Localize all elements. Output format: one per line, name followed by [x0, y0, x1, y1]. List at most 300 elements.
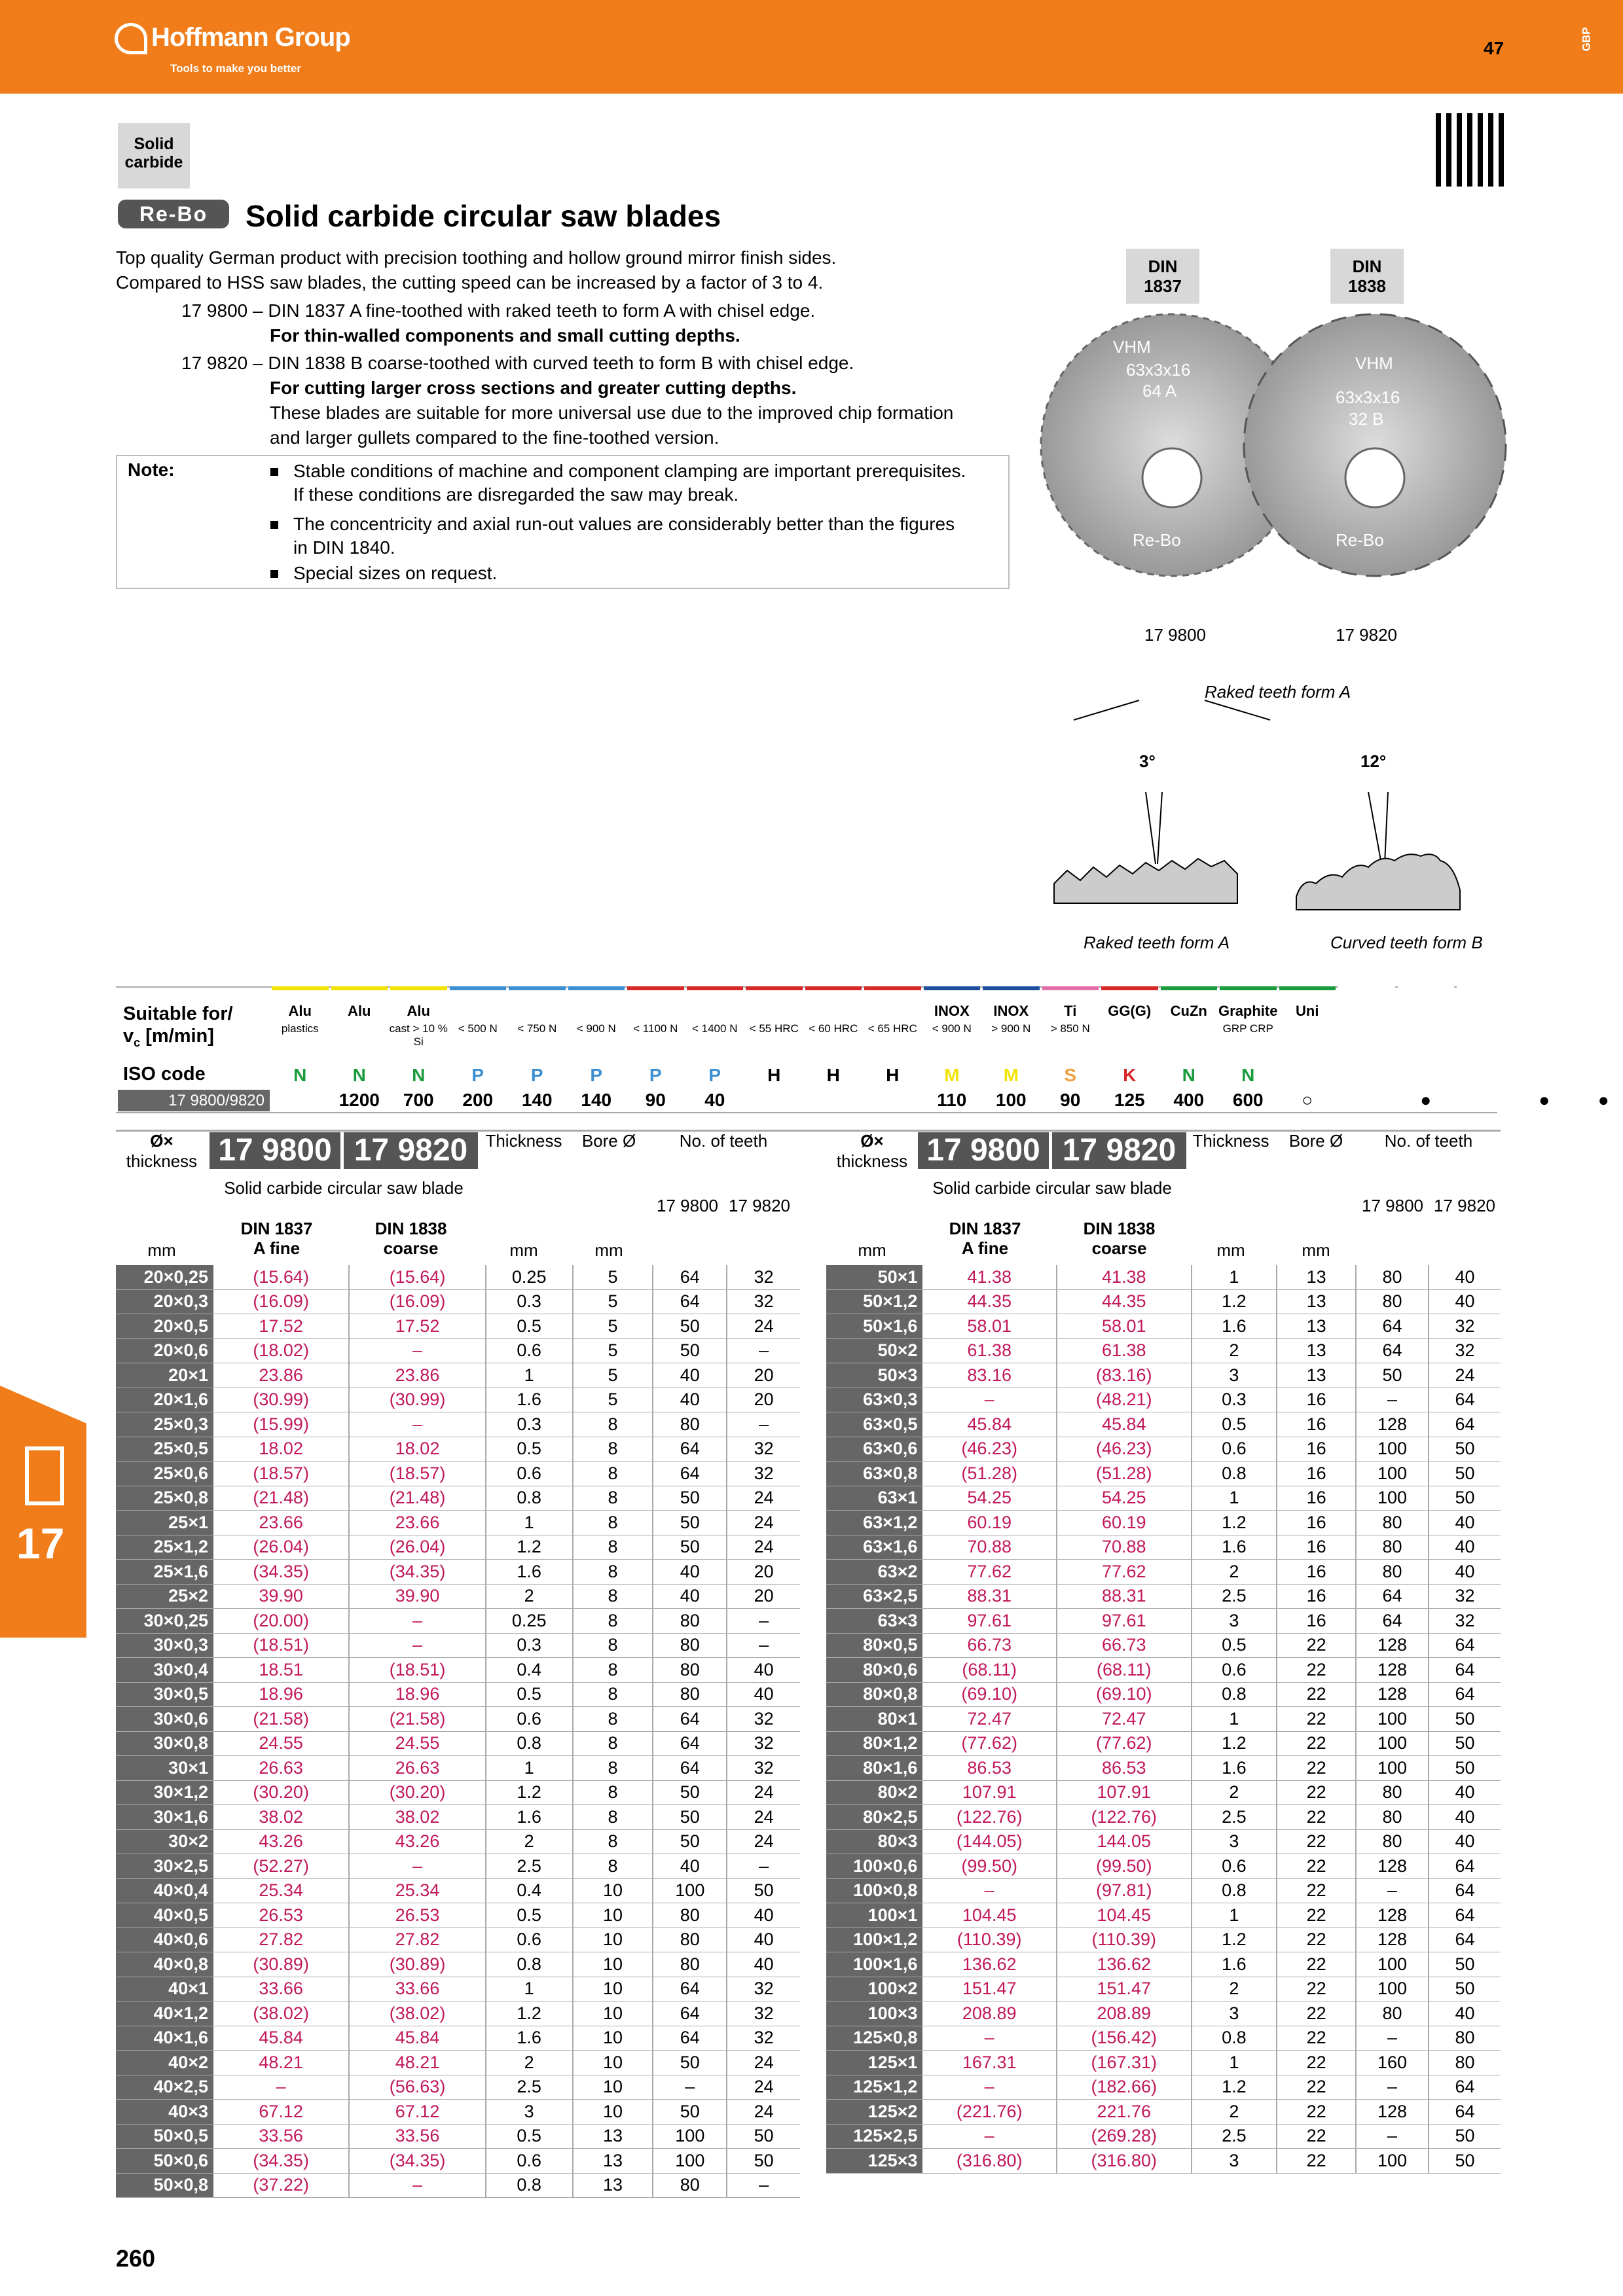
left-cell: 10: [573, 2026, 653, 2051]
right-cell: 50: [1429, 1462, 1501, 1486]
table-row: [826, 1511, 1501, 1535]
right-cell: 22: [1277, 1854, 1356, 1879]
left-cell: 0.8: [486, 1486, 573, 1511]
table-row: [826, 1388, 1501, 1412]
left-cell: 40×2: [116, 2051, 213, 2075]
left-cell: 0.25: [486, 1265, 573, 1289]
angle-3: 3°: [1139, 751, 1156, 771]
material-header: Alu: [407, 1003, 430, 1019]
right-cell: 40: [1429, 1511, 1501, 1535]
material-color-bar: [390, 986, 447, 990]
right-cell: 136.62: [1057, 1952, 1192, 1977]
right-cell: 0.6: [1192, 1854, 1277, 1879]
blade1-caption: 17 9800: [1144, 625, 1206, 645]
material-header: INOX: [934, 1003, 970, 1019]
brand-logo[interactable]: Hoffmann Group: [115, 23, 350, 54]
left-cell: (34.35): [349, 2149, 485, 2174]
right-cell: 107.91: [922, 1780, 1057, 1805]
left-cell: 80: [653, 1412, 727, 1437]
right-cell: 107.91: [1057, 1780, 1192, 1805]
left-cell: 17.52: [213, 1314, 349, 1339]
right-cell: 63×2,5: [826, 1584, 922, 1609]
left-cell: 24: [727, 1486, 800, 1511]
raked-teeth-top-label: Raked teeth form A: [1205, 682, 1351, 702]
left-cell: 50×0,6: [116, 2149, 213, 2174]
material-subheader: > 850 N: [1050, 1022, 1090, 1035]
left-cell: 1.2: [486, 2001, 573, 2026]
right-cell: 2: [1192, 1560, 1277, 1585]
left-cell: (21.58): [349, 1707, 485, 1732]
left-cell: 0.6: [486, 1928, 573, 1952]
cutting-speed: ●: [1597, 1090, 1609, 1110]
left-cell: 64: [653, 1289, 727, 1314]
cutting-speed: 600: [1232, 1090, 1264, 1110]
material-color-bar: [627, 986, 684, 990]
table-row: [826, 1854, 1501, 1879]
left-cell: 10: [573, 1903, 653, 1928]
right-cell: (69.10): [1057, 1682, 1192, 1707]
right-cell: 70.88: [922, 1535, 1057, 1560]
table-row: [116, 2051, 800, 2075]
right-cell: 50: [1429, 2149, 1501, 2174]
right-cell: 125×0,8: [826, 2026, 922, 2051]
right-cell: –: [1356, 2124, 1429, 2149]
right-cell: 80: [1356, 1535, 1429, 1560]
cutting-speed: 90: [1060, 1090, 1081, 1110]
right-cell: 86.53: [922, 1756, 1057, 1781]
left-cell: 5: [573, 1388, 653, 1412]
left-cell: –: [727, 2173, 800, 2198]
left-cell: 25.34: [213, 1878, 349, 1903]
left-cell: 0.25: [486, 1609, 573, 1634]
right-cell: (110.39): [1057, 1928, 1192, 1952]
right-cell: 1.2: [1192, 1289, 1277, 1314]
left-cell: 1: [486, 1977, 573, 2001]
left-cell: (16.09): [213, 1289, 349, 1314]
table-row: [116, 1854, 800, 1879]
right-cell: 22: [1277, 1780, 1356, 1805]
right-cell: 125×2,5: [826, 2124, 922, 2149]
left-bore-header: Bore Ø: [581, 1131, 636, 1151]
table-row: [116, 1609, 800, 1634]
table-row: [826, 1412, 1501, 1437]
left-cell: 40: [653, 1560, 727, 1585]
right-cell: 16: [1277, 1609, 1356, 1634]
left-cell: 0.6: [486, 2149, 573, 2174]
right-cell: (48.21): [1057, 1388, 1192, 1412]
left-cell: (30.99): [213, 1388, 349, 1412]
right-cell: 16: [1277, 1462, 1356, 1486]
table-row: [116, 1658, 800, 1683]
right-mm-2: mm: [1216, 1240, 1245, 1260]
table-row: [116, 1511, 800, 1535]
right-cell: 22: [1277, 2100, 1356, 2125]
category-badge: Solid carbide: [118, 123, 190, 188]
intro-line-8: and larger gullets compared to the fine-toothed version.: [270, 427, 720, 448]
right-cell: 80×1,2: [826, 1731, 922, 1756]
right-cell: (77.62): [922, 1731, 1057, 1756]
left-cell: 20×0,5: [116, 1314, 213, 1339]
right-cell: 208.89: [922, 2001, 1057, 2026]
left-cell: 25×1: [116, 1511, 213, 1535]
note-bullet-2: The concentricity and axial run-out values are considerably better than the figures in DIN 1840.: [270, 512, 955, 560]
material-subheader: > 900 N: [991, 1022, 1031, 1035]
left-cell: 50: [653, 1780, 727, 1805]
left-cell: 0.5: [486, 1437, 573, 1462]
left-cell: 8: [573, 1412, 653, 1437]
material-subheader: < 60 HRC: [809, 1022, 858, 1035]
right-cell: (156.42): [1057, 2026, 1192, 2051]
left-cell: 1.6: [486, 1560, 573, 1585]
left-cell: 24.55: [349, 1731, 485, 1756]
right-cell: (99.50): [1057, 1854, 1192, 1879]
left-cell: 23.66: [349, 1511, 485, 1535]
material-subheader: < 900 N: [932, 1022, 972, 1035]
iso-letter: P: [530, 1065, 543, 1085]
right-cell: 2.5: [1192, 1584, 1277, 1609]
left-cell: 32: [727, 1756, 800, 1781]
note-bullet-3: Special sizes on request.: [270, 562, 497, 585]
cutting-speed: 125: [1114, 1090, 1145, 1110]
right-cell: 80×2: [826, 1780, 922, 1805]
right-cell: 100×0,8: [826, 1878, 922, 1903]
right-cell: (122.76): [1057, 1805, 1192, 1830]
right-cell: 128: [1356, 1682, 1429, 1707]
left-cell: 0.5: [486, 2124, 573, 2149]
right-cell: 0.5: [1192, 1412, 1277, 1437]
iso-letter: N: [352, 1065, 366, 1085]
left-cell: 50: [653, 1535, 727, 1560]
right-cell: 80: [1429, 2051, 1501, 2075]
right-cell: 22: [1277, 1805, 1356, 1830]
left-cell: 0.3: [486, 1633, 573, 1658]
left-cell: 67.12: [349, 2100, 485, 2125]
right-cell: –: [922, 1878, 1057, 1903]
right-cell: 0.8: [1192, 1462, 1277, 1486]
right-cell: 58.01: [1057, 1314, 1192, 1339]
table-row: [116, 2149, 800, 2174]
left-cell: (15.64): [213, 1265, 349, 1289]
table-row: [826, 1462, 1501, 1486]
right-cell: (97.81): [1057, 1878, 1192, 1903]
right-cell: 63×0,6: [826, 1437, 922, 1462]
right-cell: 22: [1277, 1878, 1356, 1903]
right-cell: 100: [1356, 1952, 1429, 1977]
right-cell: 22: [1277, 2149, 1356, 2174]
cutting-speed: 1200: [338, 1090, 380, 1110]
left-article-2: 17 9820: [344, 1132, 478, 1169]
left-cell: 24: [727, 1829, 800, 1854]
right-cell: 50: [1429, 1756, 1501, 1781]
left-cell: 30×0,5: [116, 1682, 213, 1707]
left-cell: 18.02: [349, 1437, 485, 1462]
left-cell: 1.6: [486, 1388, 573, 1412]
right-cell: 151.47: [922, 1977, 1057, 2001]
left-cell: 2: [486, 1584, 573, 1609]
left-cell: 40×3: [116, 2100, 213, 2125]
table-row: [116, 1338, 800, 1363]
right-cell: 100×1,6: [826, 1952, 922, 1977]
right-cell: 144.05: [1057, 1829, 1192, 1854]
right-cell: 128: [1356, 1928, 1429, 1952]
right-cell: 16: [1277, 1584, 1356, 1609]
left-cell: 8: [573, 1437, 653, 1462]
blade2-caption: 17 9820: [1336, 625, 1397, 645]
table-row: [116, 1289, 800, 1314]
left-cell: 0.3: [486, 1289, 573, 1314]
left-cell: 80: [653, 1952, 727, 1977]
material-header: GG(G): [1108, 1003, 1152, 1019]
left-cell: 0.6: [486, 1707, 573, 1732]
right-cell: 13: [1277, 1363, 1356, 1388]
din-1838-box: DIN 1838: [1330, 249, 1404, 304]
left-cell: –: [349, 2173, 485, 2198]
table-row: [826, 1560, 1501, 1585]
right-cell: 22: [1277, 2051, 1356, 2075]
left-cell: (30.89): [213, 1952, 349, 1977]
right-cell: 40: [1429, 2001, 1501, 2026]
right-cell: 50: [1429, 1952, 1501, 1977]
left-cell: 5: [573, 1314, 653, 1339]
table-row: [116, 1437, 800, 1462]
left-cell: 20×0,25: [116, 1265, 213, 1289]
right-cell: 208.89: [1057, 2001, 1192, 2026]
cutting-speed: 200: [462, 1090, 494, 1110]
right-cell: 64: [1429, 1878, 1501, 1903]
right-cell: 40: [1429, 1265, 1501, 1289]
left-cell: 1: [486, 1756, 573, 1781]
intro-line-6: For cutting larger cross sections and greater cutting depths.: [270, 378, 797, 398]
left-cell: –: [349, 1633, 485, 1658]
right-cell: –: [1356, 1878, 1429, 1903]
left-cell: 48.21: [349, 2051, 485, 2075]
table-row: [116, 2075, 800, 2100]
left-cell: (26.04): [213, 1535, 349, 1560]
right-cell: 64: [1429, 1928, 1501, 1952]
left-cell: 25×0,5: [116, 1437, 213, 1462]
left-cell: 43.26: [213, 1829, 349, 1854]
left-cell: 40×1: [116, 1977, 213, 2001]
left-cell: 80: [653, 1682, 727, 1707]
left-cell: 32: [727, 1265, 800, 1289]
right-cell: 45.84: [922, 1412, 1057, 1437]
blade2-label-d: Re-Bo: [1336, 530, 1384, 550]
iso-letter: P: [649, 1065, 662, 1085]
left-cell: 0.4: [486, 1878, 573, 1903]
left-cell: 5: [573, 1363, 653, 1388]
left-cell: 40×1,6: [116, 2026, 213, 2051]
right-cell: 50×1,6: [826, 1314, 922, 1339]
material-subheader: GRP CRP: [1222, 1022, 1273, 1035]
right-cell: 0.8: [1192, 1878, 1277, 1903]
material-subheader: < 500 N: [458, 1022, 498, 1035]
right-cell: 50: [1429, 1977, 1501, 2001]
intro-line-3: 17 9800 – DIN 1837 A fine-toothed with raked teeth to form A with chisel edge.: [181, 300, 816, 321]
left-cell: 13: [573, 2124, 653, 2149]
left-mm-2: mm: [509, 1240, 538, 1260]
left-cell: 20: [727, 1388, 800, 1412]
left-cell: 20×1: [116, 1363, 213, 1388]
right-cell: –: [1356, 1388, 1429, 1412]
drill-icon: [25, 1446, 64, 1505]
right-cell: 32: [1429, 1609, 1501, 1634]
material-color-bar: [983, 986, 1040, 990]
right-cell: (77.62): [1057, 1731, 1192, 1756]
table-row: [116, 1265, 800, 1289]
right-teeth-2: 17 9820: [1434, 1196, 1495, 1215]
right-cell: 16: [1277, 1535, 1356, 1560]
right-mm-1: mm: [858, 1240, 886, 1260]
blade2-label-a: VHM: [1355, 353, 1393, 373]
left-cell: (26.04): [349, 1535, 485, 1560]
left-cell: 32: [727, 1977, 800, 2001]
right-cell: 72.47: [922, 1707, 1057, 1732]
left-cell: (30.20): [349, 1780, 485, 1805]
table-row: [116, 1363, 800, 1388]
intro-line-7: These blades are suitable for more universal use due to the improved chip formation: [270, 403, 954, 423]
right-cell: 22: [1277, 1658, 1356, 1683]
right-cell: 1.2: [1192, 1928, 1277, 1952]
right-cell: 125×2: [826, 2100, 922, 2125]
cutting-speed: 400: [1173, 1090, 1205, 1110]
left-cell: 40×2,5: [116, 2075, 213, 2100]
table-row: [826, 1878, 1501, 1903]
left-cell: (18.51): [213, 1633, 349, 1658]
right-cell: (46.23): [922, 1437, 1057, 1462]
right-cell: 32: [1429, 1338, 1501, 1363]
left-cell: –: [727, 1609, 800, 1634]
right-cell: (144.05): [922, 1829, 1057, 1854]
right-cell: 2: [1192, 1338, 1277, 1363]
right-cell: 1.2: [1192, 1731, 1277, 1756]
left-cell: 38.02: [349, 1805, 485, 1830]
right-cell: 16: [1277, 1560, 1356, 1585]
right-cell: 100: [1356, 1977, 1429, 2001]
iso-letter: P: [471, 1065, 484, 1085]
left-cell: 43.26: [349, 1829, 485, 1854]
right-cell: 64: [1429, 1412, 1501, 1437]
right-cell: 13: [1277, 1314, 1356, 1339]
top-page-number: 47: [1484, 38, 1504, 58]
right-cell: 3: [1192, 2001, 1277, 2026]
curved-teeth-caption: Curved teeth form B: [1330, 933, 1483, 952]
material-color-bar: [864, 986, 921, 990]
left-cell: 20×0,6: [116, 1338, 213, 1363]
right-cell: 64: [1429, 1682, 1501, 1707]
left-cell: 0.5: [486, 1682, 573, 1707]
left-cell: 26.53: [349, 1903, 485, 1928]
left-cell: 23.66: [213, 1511, 349, 1535]
right-cell: 1: [1192, 1903, 1277, 1928]
left-cell: 25×2: [116, 1584, 213, 1609]
right-cell: (69.10): [922, 1682, 1057, 1707]
right-data-table: [826, 1265, 1501, 2174]
intro-line-4: For thin-walled components and small cutting depths.: [270, 325, 740, 346]
left-cell: 32: [727, 2026, 800, 2051]
right-cell: 80×1,6: [826, 1756, 922, 1781]
right-cell: 80: [1356, 1780, 1429, 1805]
chapter-tab[interactable]: [0, 1386, 86, 1638]
right-cell: 50: [1356, 1363, 1429, 1388]
left-cell: 8: [573, 1731, 653, 1756]
left-cell: 100: [653, 2124, 727, 2149]
left-cell: 1.6: [486, 2026, 573, 2051]
table-row: [826, 1658, 1501, 1683]
left-cell: 0.6: [486, 1338, 573, 1363]
intro-line-2: Compared to HSS saw blades, the cutting speed can be increased by a factor of 3 to 4.: [116, 272, 824, 293]
blade1-label-b: 63x3x16: [1126, 360, 1191, 380]
material-color-bar: [331, 986, 388, 990]
table-row: [116, 1388, 800, 1412]
left-cell: 2.5: [486, 2075, 573, 2100]
right-cell: 64: [1429, 1854, 1501, 1879]
left-cell: –: [349, 1854, 485, 1879]
right-desc-header: Solid carbide circular saw blade: [932, 1178, 1172, 1198]
table-row: [116, 1462, 800, 1486]
right-cell: 13: [1277, 1265, 1356, 1289]
table-row: [116, 1756, 800, 1781]
left-cell: 30×0,25: [116, 1609, 213, 1634]
left-cell: 80: [653, 1903, 727, 1928]
table-row: [116, 1412, 800, 1437]
table-row: [826, 1903, 1501, 1928]
right-mm-3: mm: [1302, 1240, 1330, 1260]
right-cell: 221.76: [1057, 2100, 1192, 2125]
qr-code-icon[interactable]: [1436, 113, 1509, 187]
left-cell: –: [727, 1412, 800, 1437]
left-cell: –: [349, 1609, 485, 1634]
right-cell: 80: [1356, 1511, 1429, 1535]
right-cell: 100: [1356, 1462, 1429, 1486]
right-article-1: 17 9800: [918, 1132, 1049, 1169]
left-cell: 0.6: [486, 1462, 573, 1486]
iso-letter: N: [412, 1065, 426, 1085]
right-cell: 66.73: [922, 1633, 1057, 1658]
right-din1837: DIN 1837 A fine: [949, 1219, 1021, 1258]
table-row: [826, 1437, 1501, 1462]
right-cell: 97.61: [922, 1609, 1057, 1634]
right-cell: (68.11): [1057, 1658, 1192, 1683]
right-cell: 16: [1277, 1511, 1356, 1535]
material-color-bar: [1101, 986, 1158, 990]
right-cell: (99.50): [922, 1854, 1057, 1879]
left-cell: 40: [727, 1903, 800, 1928]
left-cell: 18.51: [213, 1658, 349, 1683]
left-cell: 5: [573, 1265, 653, 1289]
right-cell: 1.6: [1192, 1314, 1277, 1339]
right-cell: 1.6: [1192, 1952, 1277, 1977]
left-cell: 50: [727, 2124, 800, 2149]
right-cell: 54.25: [922, 1486, 1057, 1511]
right-cell: 3: [1192, 1609, 1277, 1634]
right-cell: 50×1,2: [826, 1289, 922, 1314]
iso-letter: H: [767, 1065, 781, 1085]
iso-letter: N: [293, 1065, 307, 1085]
right-cell: 80: [1429, 2026, 1501, 2051]
material-header: Uni: [1296, 1003, 1319, 1019]
right-cell: –: [922, 2124, 1057, 2149]
left-cell: 5: [573, 1289, 653, 1314]
table-row: [116, 1829, 800, 1854]
left-cell: 25×1,2: [116, 1535, 213, 1560]
left-cell: 8: [573, 1829, 653, 1854]
left-cell: (34.35): [213, 2149, 349, 2174]
left-cell: 64: [653, 1977, 727, 2001]
right-cell: 41.38: [922, 1265, 1057, 1289]
right-cell: 100: [1356, 1437, 1429, 1462]
right-cell: 50: [1429, 1731, 1501, 1756]
page-number: 260: [116, 2245, 156, 2272]
